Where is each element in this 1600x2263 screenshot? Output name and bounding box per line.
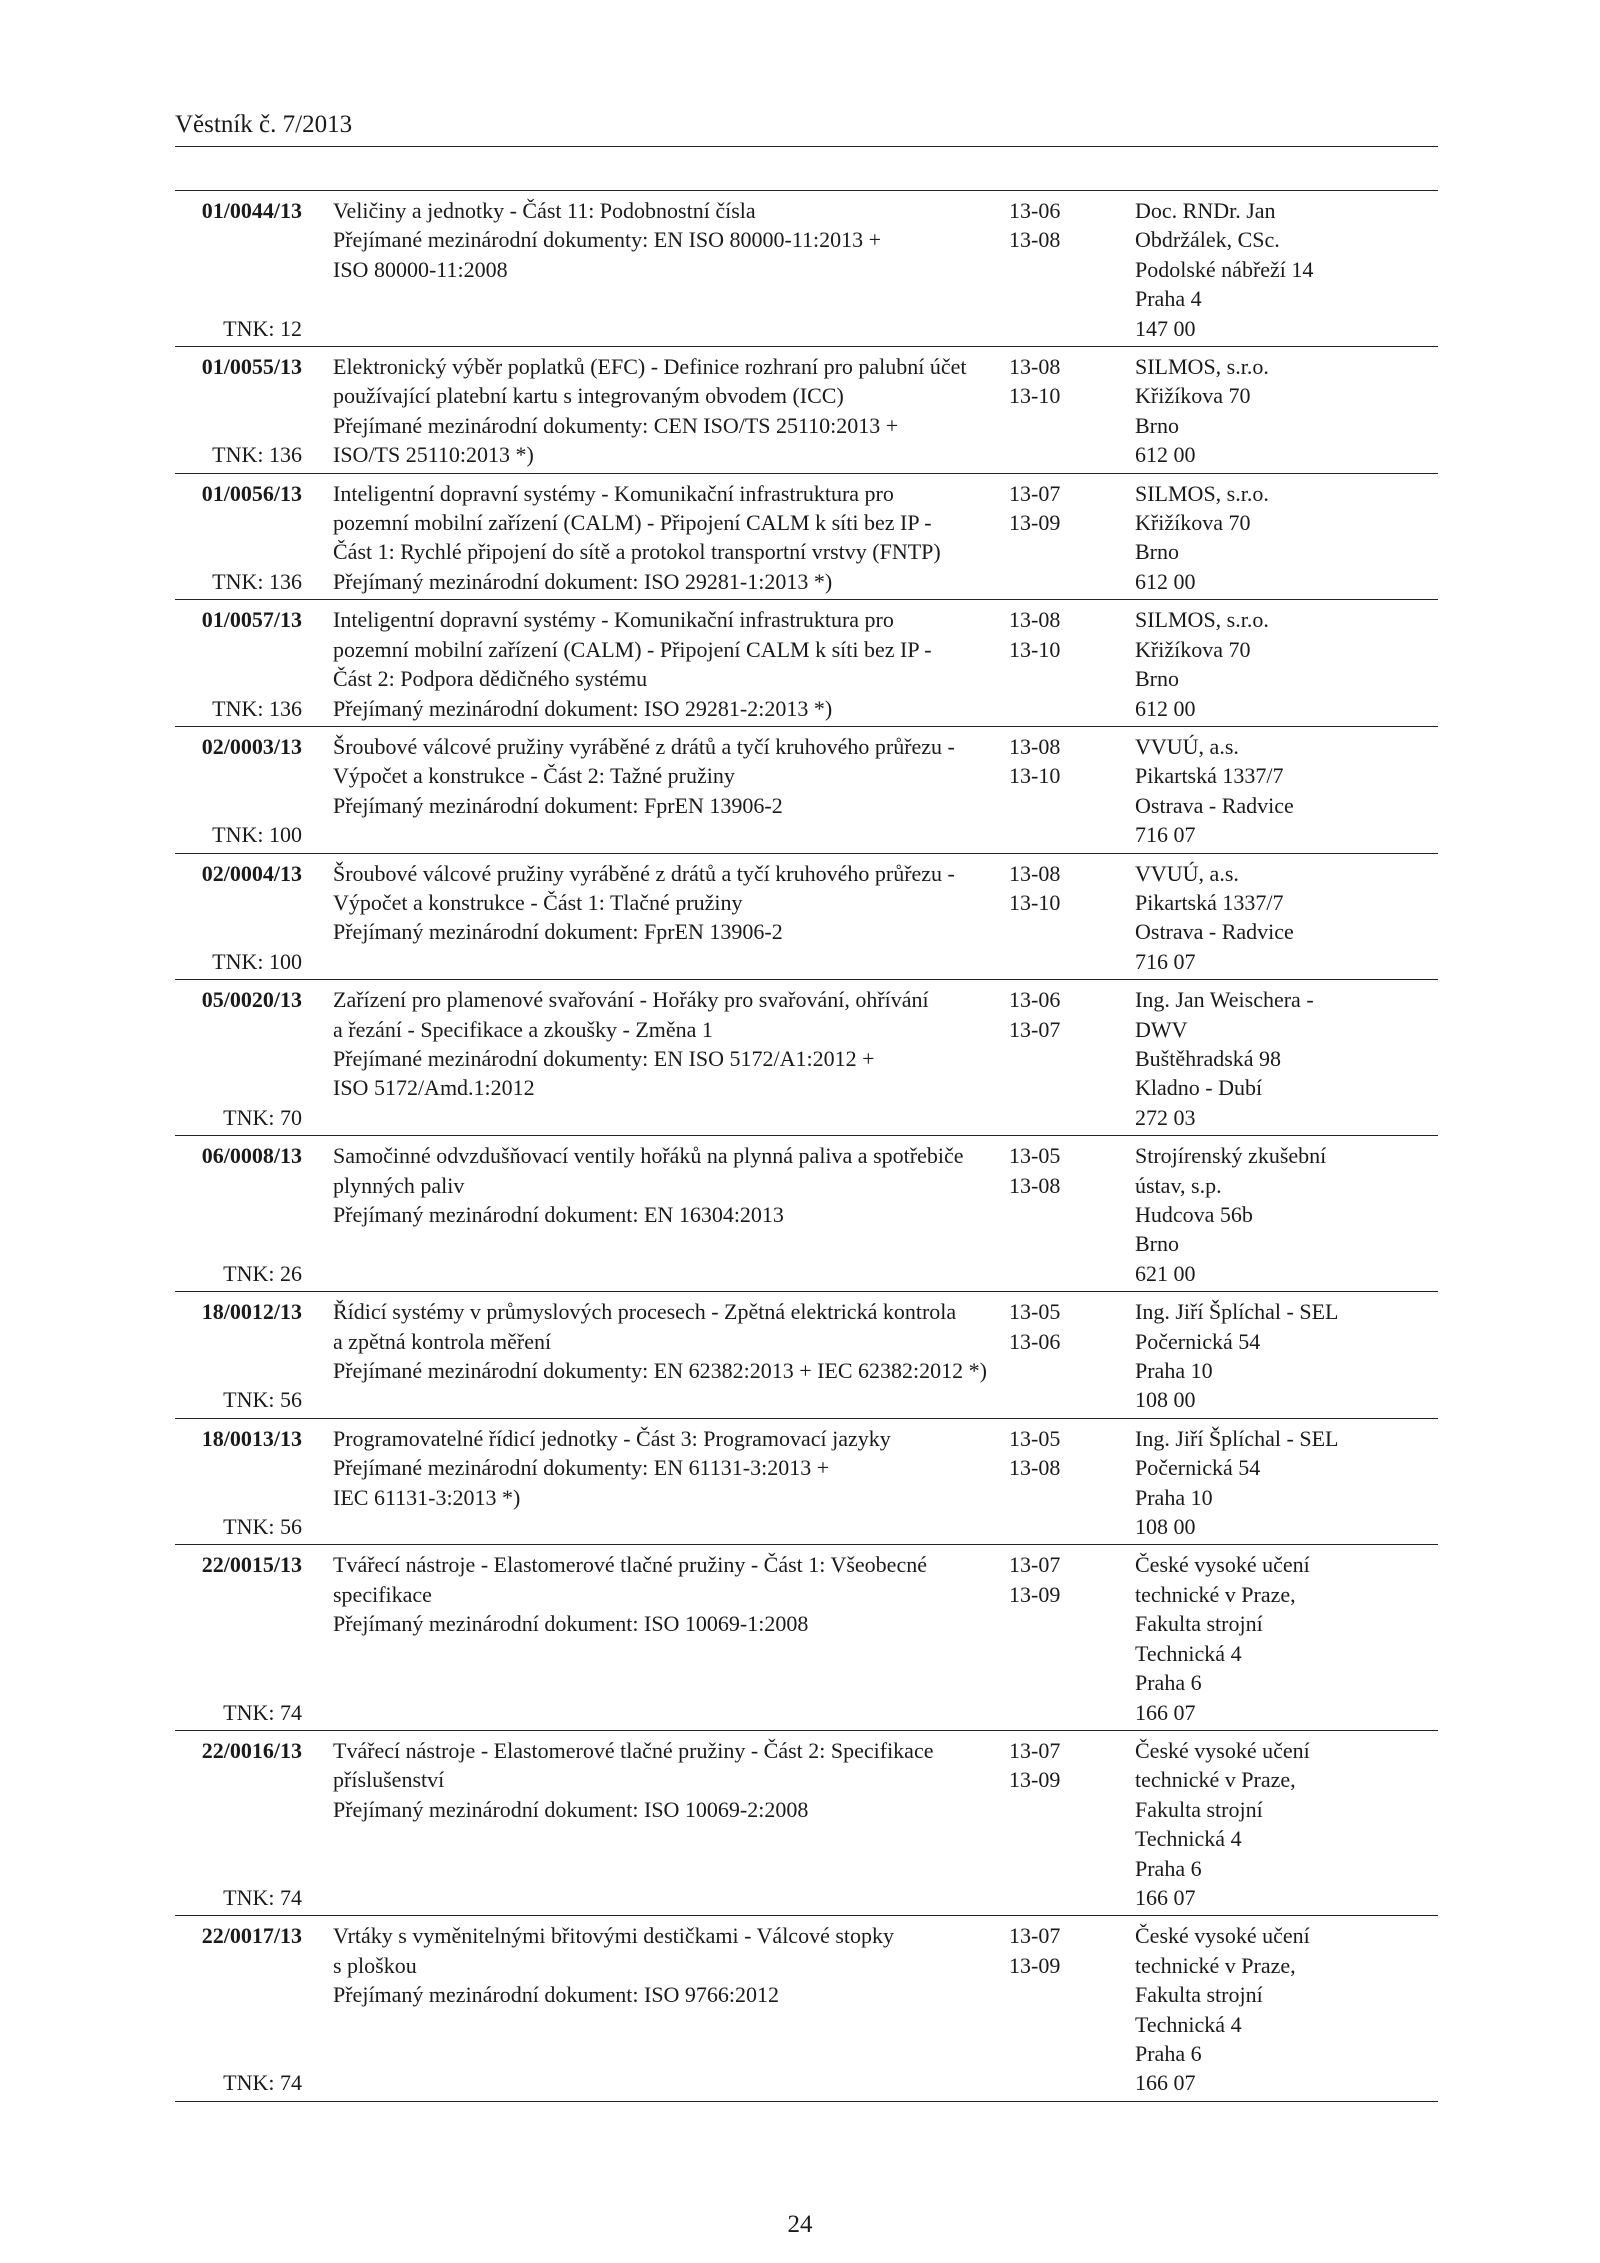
address-line: technické v Praze, <box>1135 1952 1296 1978</box>
address-line: Technická 4 <box>1135 1826 1242 1852</box>
date-value: 13-05 <box>1009 1425 1061 1451</box>
entry-address <box>1135 732 1438 850</box>
address-line: DWV <box>1135 1016 1188 1042</box>
address-line: Doc. RNDr. Jan <box>1135 198 1276 223</box>
date-value: 13-09 <box>1009 1952 1061 1978</box>
table-row <box>175 347 1438 474</box>
entry-id-column <box>175 479 302 597</box>
date-value: 13-10 <box>1009 763 1061 789</box>
entry-address <box>1135 479 1438 597</box>
address-line: 612 00 <box>1135 568 1196 594</box>
description-line: IEC 61131-3:2013 *) <box>333 1484 521 1510</box>
description-line: Přejímaný mezinárodní dokument: ISO 29281-2:2013 *) <box>333 695 833 721</box>
address-line: Praha 6 <box>1135 1670 1202 1696</box>
description-line: Inteligentní dopravní systémy - Komunikační infrastruktura pro <box>333 480 894 506</box>
date-value: 13-08 <box>1009 354 1061 380</box>
description-line: plynných paliv <box>333 1172 465 1198</box>
description-line: Přejímané mezinárodní dokumenty: CEN ISO/TS 25110:2013 + <box>333 412 899 438</box>
address-line: VVUÚ, a.s. <box>1135 733 1239 759</box>
entry-dates <box>1009 1921 1129 2097</box>
entry-description <box>333 1141 993 1288</box>
description-line: Přejímané mezinárodní dokumenty: EN ISO 80000-11:2013 + <box>333 227 882 253</box>
entry-dates <box>1009 1550 1129 1726</box>
date-value: 13-07 <box>1009 1923 1061 1949</box>
description-line: Vrtáky s vyměnitelnými břitovými destičkami - Válcové stopky <box>333 1923 895 1949</box>
entry-dates <box>1009 732 1129 850</box>
entry-id-column <box>175 352 302 470</box>
description-line: Část 2: Podpora dědičného systému <box>333 666 648 692</box>
table-row <box>175 1916 1438 2101</box>
entry-tnk: TNK: 136 <box>212 695 302 721</box>
table-row <box>175 1419 1438 1546</box>
address-line: Obdržálek, CSc. <box>1135 227 1280 253</box>
address-line: České vysoké učení <box>1135 1552 1310 1578</box>
description-line: Přejímaný mezinárodní dokument: ISO 29281-1:2013 *) <box>333 568 833 594</box>
date-value: 13-08 <box>1009 1172 1061 1198</box>
entry-tnk: TNK: 74 <box>223 1699 302 1725</box>
address-line: Brno <box>1135 539 1179 565</box>
entry-tnk: TNK: 26 <box>223 1260 302 1286</box>
description-line: Výpočet a konstrukce - Část 1: Tlačné pružiny <box>333 889 743 915</box>
description-line: Zařízení pro plamenové svařování - Hořáky pro svařování, ohřívání <box>333 987 929 1013</box>
entry-id-column <box>175 1550 302 1726</box>
date-value: 13-05 <box>1009 1143 1061 1169</box>
entry-dates <box>1009 859 1129 977</box>
entry-dates <box>1009 1736 1129 1912</box>
entry-address <box>1135 859 1438 977</box>
description-line: pozemní mobilní zařízení (CALM) - Připojení CALM k síti bez IP - <box>333 510 932 536</box>
date-value: 13-10 <box>1009 636 1061 662</box>
date-value: 13-08 <box>1009 733 1061 759</box>
date-value: 13-07 <box>1009 1552 1061 1578</box>
entry-id-column <box>175 1141 302 1288</box>
address-line: České vysoké učení <box>1135 1737 1310 1763</box>
description-line: specifikace <box>333 1581 432 1607</box>
entry-address <box>1135 1424 1438 1542</box>
address-line: technické v Praze, <box>1135 1767 1296 1793</box>
entry-id: 02/0004/13 <box>201 860 302 886</box>
entry-tnk: TNK: 12 <box>223 315 302 341</box>
entry-id: 01/0055/13 <box>201 354 302 380</box>
address-line: Technická 4 <box>1135 1640 1242 1666</box>
entry-dates <box>1009 479 1129 597</box>
entry-dates <box>1009 605 1129 723</box>
entry-description <box>333 1297 993 1415</box>
entry-id-column <box>175 985 302 1132</box>
entry-description <box>333 1424 993 1542</box>
entry-description <box>333 732 993 850</box>
address-line: Fakulta strojní <box>1135 1611 1263 1637</box>
entry-id: 01/0044/13 <box>201 198 302 223</box>
address-line: technické v Praze, <box>1135 1581 1296 1607</box>
entry-tnk: TNK: 100 <box>212 822 302 848</box>
date-value: 13-07 <box>1009 480 1061 506</box>
entry-address <box>1135 196 1438 343</box>
page-title: Věstník č. 7/2013 <box>175 111 353 138</box>
description-line: Přejímané mezinárodní dokumenty: EN 62382:2013 + IEC 62382:2012 *) <box>333 1358 987 1384</box>
address-line: 166 07 <box>1135 1884 1196 1910</box>
address-line: Brno <box>1135 412 1179 438</box>
address-line: 108 00 <box>1135 1387 1196 1413</box>
address-line: 612 00 <box>1135 442 1196 468</box>
entry-tnk: TNK: 100 <box>212 948 302 974</box>
date-value: 13-05 <box>1009 1299 1061 1325</box>
description-line: Přejímaný mezinárodní dokument: FprEN 13906-2 <box>333 919 783 945</box>
description-line: a zpětná kontrola měření <box>333 1328 552 1354</box>
date-value: 13-09 <box>1009 1767 1061 1793</box>
date-value: 13-06 <box>1009 987 1061 1013</box>
date-value: 13-08 <box>1009 607 1061 633</box>
description-line: Šroubové válcové pružiny vyráběné z drátů a tyčí kruhového průřezu - <box>333 860 955 886</box>
address-line: Kladno - Dubí <box>1135 1075 1263 1101</box>
address-line: Ing. Jan Weischera - <box>1135 987 1314 1013</box>
address-line: Počernická 54 <box>1135 1455 1261 1481</box>
description-line: Programovatelné řídicí jednotky - Část 3: Programovací jazyky <box>333 1425 891 1451</box>
entry-dates <box>1009 196 1129 343</box>
entry-id: 22/0017/13 <box>201 1923 302 1949</box>
entry-description <box>333 985 993 1132</box>
entry-description <box>333 196 993 343</box>
entry-id-column <box>175 605 302 723</box>
entry-description <box>333 1921 993 2097</box>
description-line: příslušenství <box>333 1767 445 1793</box>
entry-id: 02/0003/13 <box>201 733 302 759</box>
page-header <box>175 110 1438 147</box>
description-line: Veličiny a jednotky - Část 11: Podobnostní čísla <box>333 198 756 223</box>
address-line: České vysoké učení <box>1135 1923 1310 1949</box>
page-number: 24 <box>787 2211 813 2238</box>
description-line: Šroubové válcové pružiny vyráběné z drátů a tyčí kruhového průřezu - <box>333 733 955 759</box>
entry-tnk: TNK: 56 <box>223 1514 302 1540</box>
entry-id-column <box>175 1297 302 1415</box>
description-line: Přejímaný mezinárodní dokument: EN 16304:2013 <box>333 1202 784 1227</box>
entry-address <box>1135 1141 1438 1288</box>
address-line: 621 00 <box>1135 1260 1196 1286</box>
entry-id: 01/0056/13 <box>201 480 302 506</box>
address-line: SILMOS, s.r.o. <box>1135 607 1269 633</box>
description-line: Přejímané mezinárodní dokumenty: EN ISO 5172/A1:2012 + <box>333 1045 875 1071</box>
address-line: Strojírenský zkušební <box>1135 1143 1327 1169</box>
date-value: 13-08 <box>1009 860 1061 886</box>
address-line: Brno <box>1135 1231 1179 1257</box>
description-line: Tvářecí nástroje - Elastomerové tlačné pružiny - Část 1: Všeobecné <box>333 1552 927 1578</box>
table-row <box>175 474 1438 601</box>
entry-id: 06/0008/13 <box>201 1143 302 1169</box>
standards-list <box>175 190 1438 2102</box>
address-line: 147 00 <box>1135 315 1196 341</box>
entry-id: 22/0015/13 <box>201 1552 302 1578</box>
entry-tnk: TNK: 136 <box>212 442 302 468</box>
entry-address <box>1135 985 1438 1132</box>
address-line: SILMOS, s.r.o. <box>1135 480 1269 506</box>
description-line: Přejímané mezinárodní dokumenty: EN 61131-3:2013 + <box>333 1455 830 1481</box>
address-line: Praha 10 <box>1135 1358 1213 1384</box>
address-line: 612 00 <box>1135 695 1196 721</box>
entry-id: 18/0013/13 <box>201 1425 302 1451</box>
address-line: Křižíkova 70 <box>1135 636 1251 662</box>
entry-description <box>333 1550 993 1726</box>
address-line: Pikartská 1337/7 <box>1135 889 1284 915</box>
description-line: a řezání - Specifikace a zkoušky - Změna 1 <box>333 1016 713 1042</box>
address-line: 272 03 <box>1135 1104 1196 1130</box>
address-line: Ing. Jiří Šplíchal - SEL <box>1135 1299 1339 1325</box>
table-row <box>175 1292 1438 1419</box>
entry-id: 22/0016/13 <box>201 1737 302 1763</box>
entry-address <box>1135 1736 1438 1912</box>
address-line: 716 07 <box>1135 822 1196 848</box>
table-row <box>175 600 1438 727</box>
entry-tnk: TNK: 74 <box>223 2070 302 2096</box>
entry-id-column <box>175 1921 302 2097</box>
date-value: 13-08 <box>1009 227 1061 253</box>
address-line: Praha 4 <box>1135 286 1202 312</box>
date-value: 13-06 <box>1009 198 1061 223</box>
entry-tnk: TNK: 56 <box>223 1387 302 1413</box>
description-line: Přejímaný mezinárodní dokument: ISO 10069-2:2008 <box>333 1796 809 1822</box>
table-row <box>175 1545 1438 1730</box>
entry-address <box>1135 605 1438 723</box>
entry-dates <box>1009 985 1129 1132</box>
entry-address <box>1135 1550 1438 1726</box>
description-line: Tvářecí nástroje - Elastomerové tlačné pružiny - Část 2: Specifikace <box>333 1737 934 1763</box>
address-line: 108 00 <box>1135 1514 1196 1540</box>
entry-dates <box>1009 1297 1129 1415</box>
table-row <box>175 727 1438 854</box>
address-line: Praha 6 <box>1135 1855 1202 1881</box>
entry-address <box>1135 1921 1438 2097</box>
address-line: 166 07 <box>1135 1699 1196 1725</box>
entry-address <box>1135 1297 1438 1415</box>
description-line: Výpočet a konstrukce - Část 2: Tažné pružiny <box>333 763 735 789</box>
description-line: Přejímaný mezinárodní dokument: FprEN 13906-2 <box>333 792 783 818</box>
address-line: 166 07 <box>1135 2070 1196 2096</box>
date-value: 13-09 <box>1009 1581 1061 1607</box>
description-line: Samočinné odvzdušňovací ventily hořáků na plynná paliva a spotřebiče <box>333 1143 964 1169</box>
address-line: Křižíkova 70 <box>1135 383 1251 409</box>
entry-id: 05/0020/13 <box>201 987 302 1013</box>
address-line: VVUÚ, a.s. <box>1135 860 1239 886</box>
date-value: 13-10 <box>1009 383 1061 409</box>
description-line: ISO 5172/Amd.1:2012 <box>333 1075 535 1101</box>
date-value: 13-10 <box>1009 889 1061 915</box>
entry-description <box>333 605 993 723</box>
address-line: Buštěhradská 98 <box>1135 1045 1282 1071</box>
entry-id-column <box>175 1424 302 1542</box>
date-value: 13-07 <box>1009 1016 1061 1042</box>
description-line: ISO 80000-11:2008 <box>333 256 508 282</box>
entry-tnk: TNK: 136 <box>212 568 302 594</box>
address-line: Praha 10 <box>1135 1484 1213 1510</box>
description-line: Řídicí systémy v průmyslových procesech - Zpětná elektrická kontrola <box>333 1299 957 1325</box>
address-line: Praha 6 <box>1135 2040 1202 2066</box>
date-value: 13-06 <box>1009 1328 1061 1354</box>
table-row <box>175 1731 1438 1916</box>
entry-description <box>333 352 993 470</box>
address-line: Počernická 54 <box>1135 1328 1261 1354</box>
entry-id-column <box>175 732 302 850</box>
description-line: s ploškou <box>333 1952 417 1978</box>
address-line: 716 07 <box>1135 948 1196 974</box>
entry-tnk: TNK: 74 <box>223 1884 302 1910</box>
entry-tnk: TNK: 70 <box>223 1104 302 1130</box>
entry-description <box>333 1736 993 1912</box>
date-value: 13-08 <box>1009 1455 1061 1481</box>
description-line: Část 1: Rychlé připojení do sítě a protokol transportní vrstvy (FNTP) <box>333 539 941 565</box>
address-line: Brno <box>1135 666 1179 692</box>
table-row <box>175 1136 1438 1292</box>
address-line: Podolské nábřeží 14 <box>1135 256 1314 282</box>
address-line: Hudcova 56b <box>1135 1202 1253 1227</box>
entry-id: 01/0057/13 <box>201 607 302 633</box>
entry-description <box>333 479 993 597</box>
entry-id-column <box>175 859 302 977</box>
address-line: ústav, s.p. <box>1135 1172 1222 1198</box>
table-row <box>175 854 1438 981</box>
entry-id-column <box>175 196 302 343</box>
entry-dates <box>1009 1424 1129 1542</box>
address-line: Fakulta strojní <box>1135 1982 1263 2008</box>
description-line: Přejímaný mezinárodní dokument: ISO 9766:2012 <box>333 1982 780 2008</box>
description-line: ISO/TS 25110:2013 *) <box>333 442 534 468</box>
entry-address <box>1135 352 1438 470</box>
entry-id: 18/0012/13 <box>201 1299 302 1325</box>
table-row <box>175 980 1438 1136</box>
address-line: Technická 4 <box>1135 2011 1242 2037</box>
address-line: Křižíkova 70 <box>1135 510 1251 536</box>
description-line: používající platební kartu s integrovaným obvodem (ICC) <box>333 383 844 409</box>
date-value: 13-07 <box>1009 1737 1061 1763</box>
entry-dates <box>1009 1141 1129 1288</box>
description-line: Inteligentní dopravní systémy - Komunikační infrastruktura pro <box>333 607 894 633</box>
address-line: Fakulta strojní <box>1135 1796 1263 1822</box>
address-line: Ing. Jiří Šplíchal - SEL <box>1135 1425 1339 1451</box>
description-line: Elektronický výběr poplatků (EFC) - Definice rozhraní pro palubní účet <box>333 354 967 380</box>
date-value: 13-09 <box>1009 510 1061 536</box>
address-line: Pikartská 1337/7 <box>1135 763 1284 789</box>
description-line: pozemní mobilní zařízení (CALM) - Připojení CALM k síti bez IP - <box>333 636 932 662</box>
table-row <box>175 191 1438 347</box>
address-line: SILMOS, s.r.o. <box>1135 354 1269 380</box>
entry-dates <box>1009 352 1129 470</box>
entry-description <box>333 859 993 977</box>
entry-id-column <box>175 1736 302 1912</box>
address-line: Ostrava - Radvice <box>1135 919 1294 945</box>
description-line: Přejímaný mezinárodní dokument: ISO 10069-1:2008 <box>333 1611 809 1637</box>
address-line: Ostrava - Radvice <box>1135 792 1294 818</box>
